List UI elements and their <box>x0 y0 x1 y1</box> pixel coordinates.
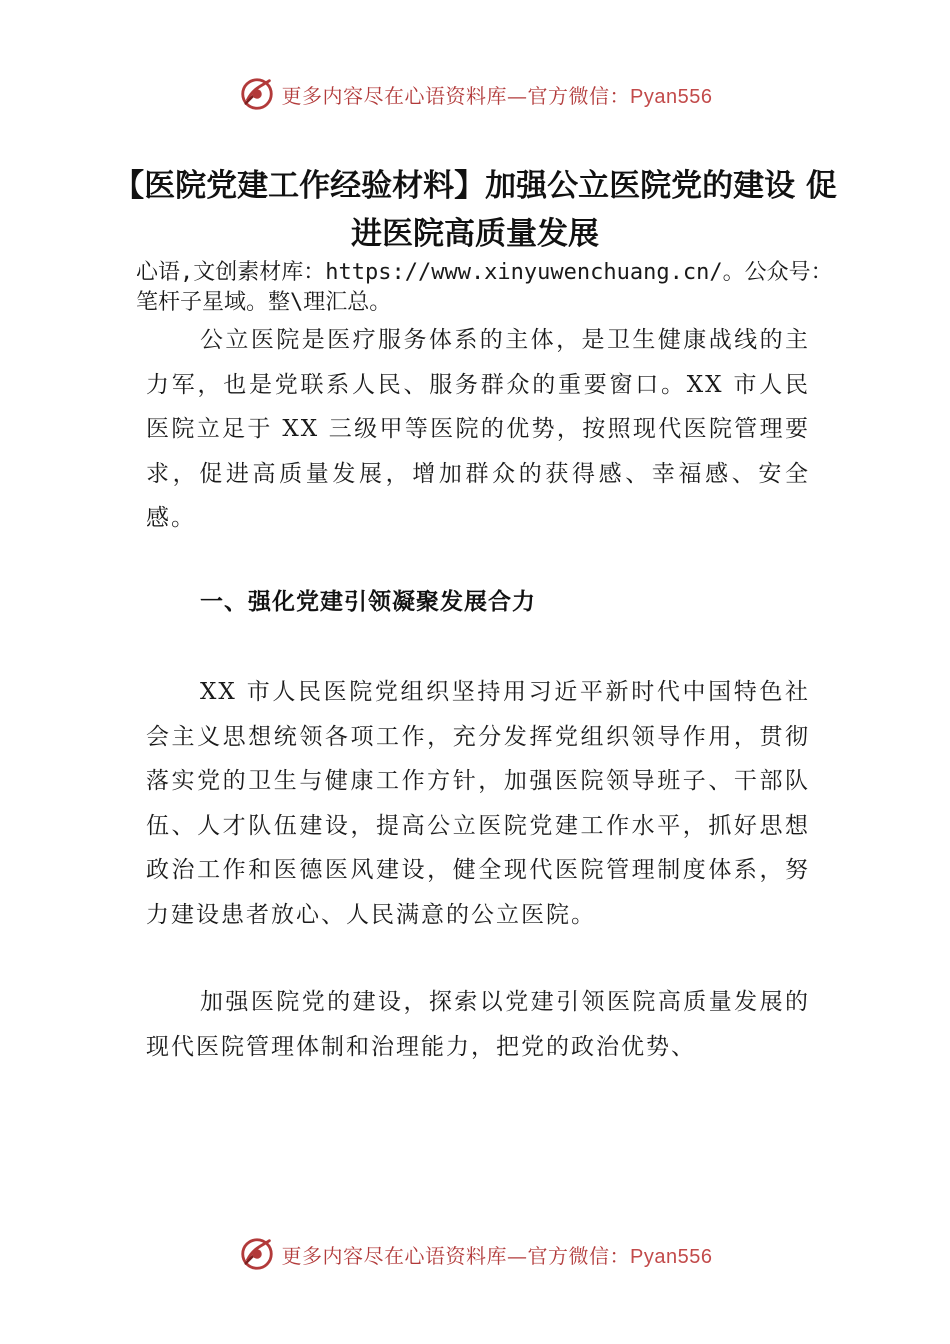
paragraph-section-1: XX 市人民医院党组织坚持用习近平新时代中国特色社会主义思想统领各项工作，充分发挥党组织领导作用，贯彻落实党的卫生与健康工作方针，加强医院领导班子、干部队伍、人才队伍建设，提高公立医院党建工作水平，抓好思想政治工作和医德医风建设，健全现代医院管理制度体系，努力建设患者放心、人民满意的公立医院。 <box>146 679 810 928</box>
header-banner <box>0 72 950 116</box>
document-title: 【医院党建工作经验材料】加强公立医院党的建设 促进医院高质量发展 <box>113 168 837 252</box>
banner-text <box>282 80 713 109</box>
banner-wechat-id: Pyan556 <box>630 85 713 108</box>
banner-text <box>282 1240 713 1269</box>
source-note: 心语,文创素材库：https://www.xinyuwenchuang.cn/。公众号：笔杆子星域。整\理汇总。 <box>136 260 833 315</box>
section-heading-1: 一、强化党建引领凝聚发展合力 <box>200 589 536 615</box>
banner-wechat-id: Pyan556 <box>630 1245 713 1268</box>
red-circle-logo-icon <box>238 75 276 113</box>
footer-banner <box>0 1232 950 1276</box>
red-circle-logo-icon <box>238 1235 276 1273</box>
paragraph-continued: 加强医院党的建设，探索以党建引领医院高质量发展的现代医院管理体制和治理能力，把党的政治优势、 <box>146 989 810 1060</box>
banner-label: 更多内容尽在心语资料库—官方微信： <box>281 83 631 108</box>
paragraph-intro: 公立医院是医疗服务体系的主体，是卫生健康战线的主力军，也是党联系人民、服务群众的重要窗口。XX 市人民医院立足于 XX 三级甲等医院的优势，按照现代医院管理要求，促进高质量发展，增加群众的获得感、幸福感、安全感。 <box>146 327 810 531</box>
banner-label: 更多内容尽在心语资料库—官方微信： <box>281 1243 631 1268</box>
